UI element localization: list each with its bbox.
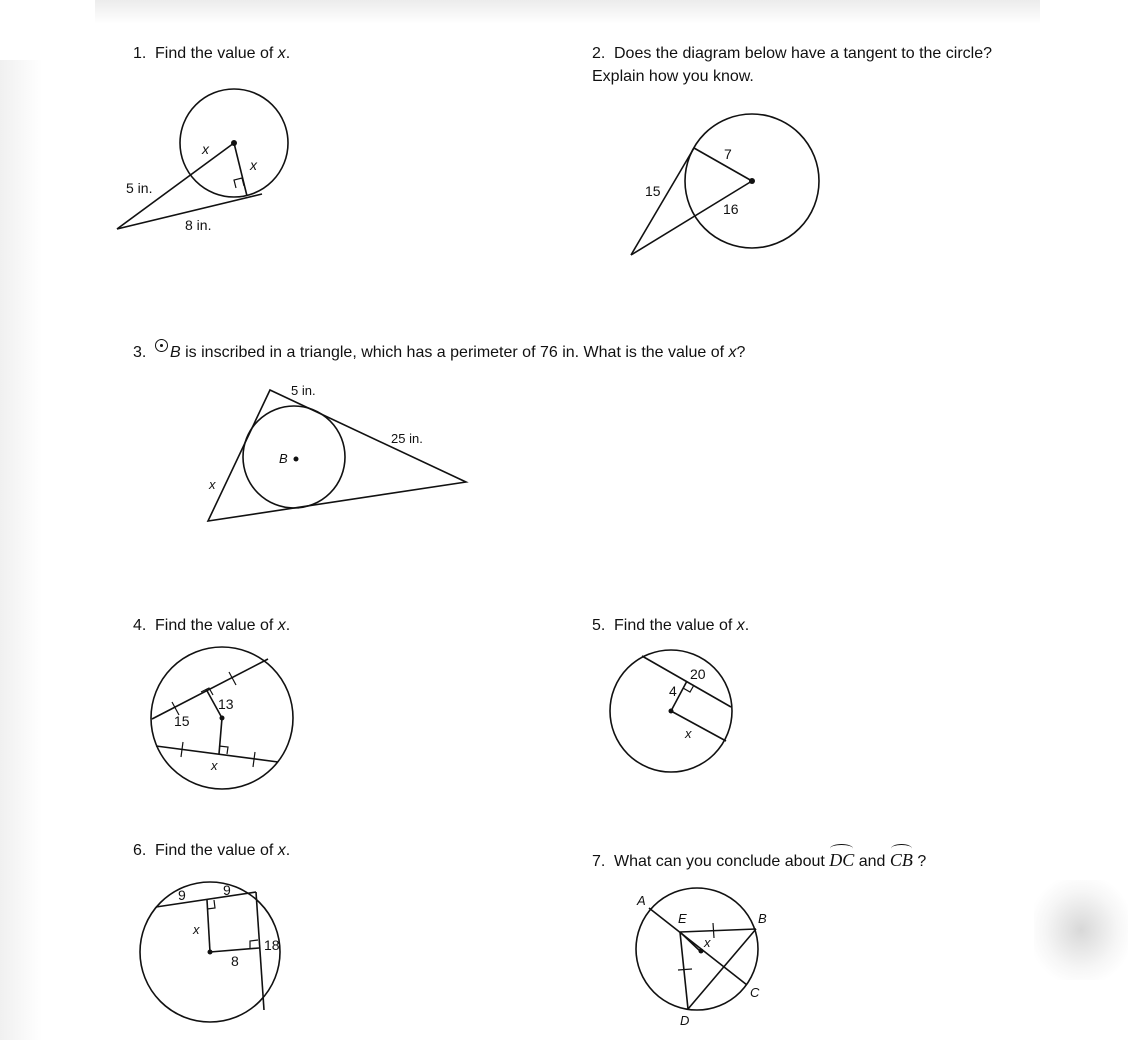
problem-3-prompt: 3. B is inscribed in a triangle, which has a perimeter of 76 in. What is the value of x?: [133, 342, 745, 364]
fig7-label-x: x: [704, 935, 711, 950]
fig6-label-x: x: [193, 922, 200, 937]
fig1-label-5in: 5 in.: [126, 180, 153, 196]
problem-5-prompt: 5. Find the value of x.: [592, 617, 750, 634]
fig7-chord-EB: [680, 929, 756, 932]
fig4-label-15: 15: [174, 713, 190, 729]
fig7-chord-AC: [649, 908, 747, 985]
fig7-label-E: E: [678, 911, 687, 926]
problem-2-prompt: 2. Does the diagram below have a tangent to the circle?: [592, 45, 993, 62]
problem-6-prompt: 6. Find the value of x.: [133, 842, 291, 859]
fig7-label-D: D: [680, 1013, 690, 1028]
fig7-segment-ED: [680, 932, 688, 1009]
fig7-chord-DB: [688, 929, 756, 1009]
fig7-label-B: B: [758, 911, 767, 926]
fig7-tick-2: [713, 923, 714, 938]
fig3-label-25in: 25 in.: [391, 431, 423, 446]
problem-1-prompt: 1. Find the value of x.: [133, 45, 291, 62]
fig4-label-x: x: [211, 758, 218, 773]
fig3-label-B: B: [279, 451, 288, 466]
fig7-label-A: A: [637, 893, 646, 908]
problem-2-prompt-line2: Explain how you know.: [592, 68, 754, 85]
problem-4-prompt: 4. Find the value of x.: [133, 617, 291, 634]
fig6-label-8: 8: [231, 953, 239, 969]
fig3-label-5in: 5 in.: [291, 383, 316, 398]
fig5-label-x: x: [685, 726, 692, 741]
fig5-label-20: 20: [690, 666, 706, 682]
arc-cb: CB: [889, 850, 913, 870]
fig5-label-4: 4: [669, 683, 677, 699]
fig2-label-16: 16: [723, 201, 739, 217]
fig4-label-13: 13: [218, 696, 234, 712]
fig2-label-7: 7: [724, 146, 732, 162]
arc-dc: DC: [829, 850, 855, 870]
fig7-segment-Ex: [680, 932, 700, 951]
fig2-label-15: 15: [645, 183, 661, 199]
problem-7-prompt: 7. What can you conclude about DC and CB ?: [592, 850, 927, 870]
fig6-label-9a: 9: [178, 887, 186, 903]
fig3-label-x: x: [209, 477, 216, 492]
fig1-label-x1: x: [202, 141, 209, 157]
fig7-center: [699, 949, 704, 954]
fig7-tick-1: [678, 969, 692, 970]
fig7-label-C: C: [750, 985, 760, 1000]
fig1-label-x2: x: [250, 157, 257, 173]
fig6-label-9b: 9: [223, 882, 231, 898]
fig1-label-8in: 8 in.: [185, 217, 212, 233]
fig6-label-18: 18: [264, 937, 280, 953]
